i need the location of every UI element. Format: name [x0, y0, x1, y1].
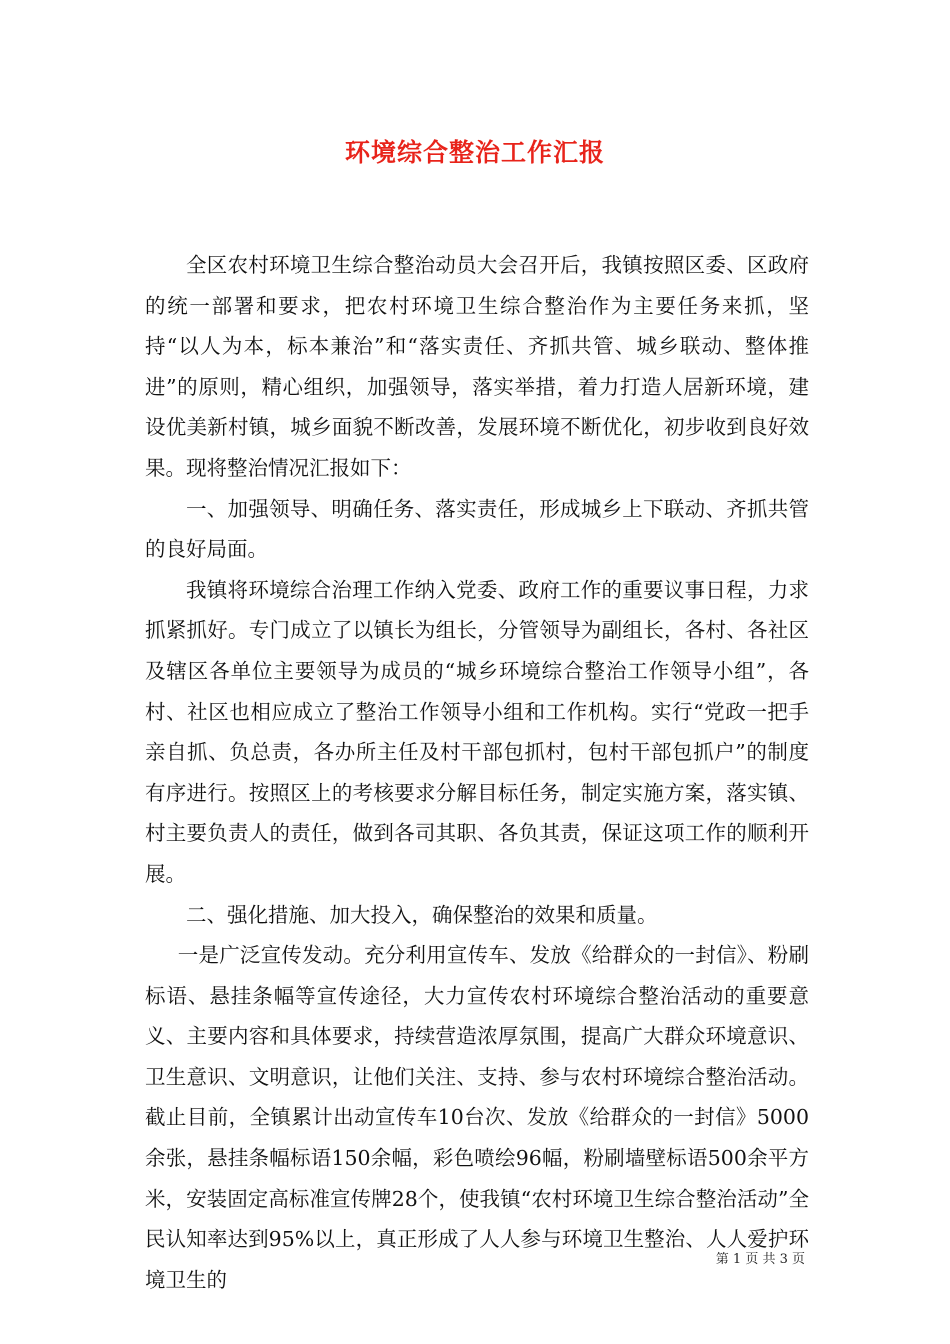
page-number-indicator: 第 1 页 共 3 页: [715, 1252, 805, 1267]
paragraph-intro: 全区农村环境卫生综合整治动员大会召开后，我镇按照区委、区政府的统一部署和要求，把农村环境卫生综合整治作为主要任务来抓，坚持“以人为本，标本兼治”和“落实责任、齐抓共管、城乡联动、整体推进”的原则，精心组织，加强领导，落实举措，着力打造人居新环境，建设优美新村镇，城乡面貌不断改善，发展环境不断优化，初步收到良好效果。现将整治情况汇报如下：: [145, 253, 809, 480]
document-body: [145, 245, 809, 1300]
paragraph-section-1: 我镇将环境综合治理工作纳入党委、政府工作的重要议事日程，力求抓紧抓好。专门成立了以镇长为组长，分管领导为副组长，各村、各社区及辖区各单位主要领导为成员的“城乡环境综合整治工作领导小组”，各村、社区也相应成立了整治工作领导小组和工作机构。实行“党政一把手亲自抓、负总责，各办所主任及村干部包抓村，包村干部包抓户”的制度有序进行。按照区上的考核要求分解目标任务，制定实施方案，落实镇、村主要负责人的责任，做到各司其职、各负其责，保证这项工作的顺利开展。: [145, 577, 809, 886]
document-title: 环境综合整治工作汇报: [344, 138, 605, 167]
heading-section-1: 一、加强领导、明确任务、落实责任，形成城乡上下联动、齐抓共管的良好局面。: [145, 496, 809, 562]
heading-section-2: 二、强化措施、加大投入，确保整治的效果和质量。: [186, 902, 658, 927]
paragraph-publicity: 一是广泛宣传发动。充分利用宣传车、发放《给群众的一封信》、粉刷标语、悬挂条幅等宣传途径，大力宣传农村环境综合整治活动的重要意义、主要内容和具体要求，持续营造浓厚氛围，提高广大群众环境意识、卫生意识、文明意识，让他们关注、支持、参与农村环境综合整治活动。截止目前，全镇累计出动宣传车10台次、发放《给群众的一封信》5000余张，悬挂条幅标语150余幅，彩色喷绘96幅，粉刷墙壁标语500余平方米，安装固定高标准宣传牌28个，使我镇“农村环境卫生综合整治活动”全民认知率达到95%以上，真正形成了人人参与环境卫生整治、人人爱护环境卫生的: [145, 943, 809, 1292]
